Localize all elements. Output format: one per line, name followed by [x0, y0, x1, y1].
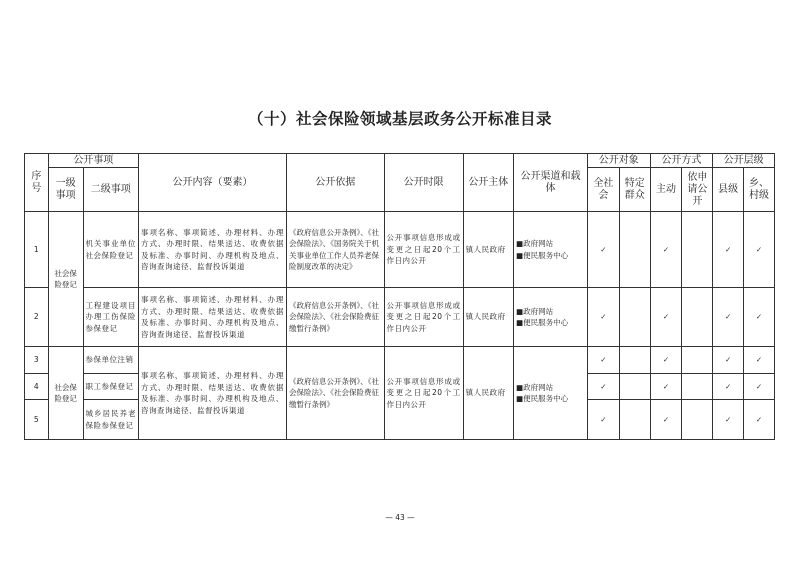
header-town: 乡、村级	[744, 168, 775, 212]
header-matter: 公开事项	[48, 154, 138, 168]
check-town: ✓	[744, 212, 775, 288]
check-specific	[619, 288, 650, 347]
header-channel: 公开渠道和载体	[513, 154, 587, 212]
row-seq: 4	[25, 374, 49, 400]
check-active: ✓	[650, 288, 682, 347]
check-all-society: ✓	[587, 288, 619, 347]
table-row	[25, 212, 775, 288]
content-cell: 事项名称、事项简述、办理材料、办理方式、办理时限、结果送达、收费依据及标准、办事时间、办理机构及地点、咨询查询途径、监督投诉渠道	[139, 288, 287, 347]
header-level2: 二级事项	[83, 168, 138, 212]
header-county: 县级	[713, 168, 744, 212]
channel-service-center: ■便民服务中心	[515, 250, 569, 260]
check-county: ✓	[713, 212, 744, 288]
header-subject: 公开主体	[463, 154, 513, 212]
header-time: 公开时限	[384, 154, 463, 212]
channel-cell	[513, 212, 587, 288]
check-active: ✓	[650, 374, 682, 400]
check-specific	[619, 400, 650, 440]
page-number: — 43 —	[385, 513, 415, 522]
header-basis: 公开依据	[286, 154, 384, 212]
row-seq: 5	[25, 400, 49, 440]
check-town: ✓	[744, 347, 775, 374]
header-layer: 公开层级	[713, 154, 775, 168]
check-all-society: ✓	[587, 400, 619, 440]
check-on-request	[682, 288, 713, 347]
level2-cell: 城乡居民养老保险参保登记	[83, 400, 138, 440]
check-active: ✓	[650, 212, 682, 288]
level2-cell: 机关事业单位社会保险登记	[83, 212, 138, 288]
table-row	[25, 347, 775, 374]
header-specific: 特定群众	[619, 168, 650, 212]
check-county: ✓	[713, 374, 744, 400]
level1-cell: 社会保险登记	[48, 347, 83, 440]
table-row	[25, 288, 775, 347]
document-title: （十）社会保险领域基层政务公开标准目录	[247, 109, 552, 128]
header-seq: 序号	[25, 154, 49, 212]
row-seq: 1	[25, 212, 49, 288]
channel-cell	[513, 347, 587, 440]
check-county: ✓	[713, 400, 744, 440]
check-all-society: ✓	[587, 347, 619, 374]
check-active: ✓	[650, 347, 682, 374]
row-seq: 3	[25, 347, 49, 374]
content-cell: 事项名称、事项简述、办理材料、办理方式、办理时限、结果送达、收费依据及标准、办事时间、办理机构及地点、咨询查询途径、监督投诉渠道	[139, 347, 287, 440]
time-cell: 公开事项信息形成或变更之日起20个工作日内公开	[384, 347, 463, 440]
check-specific	[619, 212, 650, 288]
check-county: ✓	[713, 288, 744, 347]
row-seq: 2	[25, 288, 49, 347]
check-specific	[619, 347, 650, 374]
check-town: ✓	[744, 374, 775, 400]
level1-cell: 社会保险登记	[48, 212, 83, 347]
subject-cell: 镇人民政府	[463, 288, 513, 347]
check-all-society: ✓	[587, 374, 619, 400]
check-specific	[619, 374, 650, 400]
content-cell: 事项名称、事项简述、办理材料、办理方式、办理时限、结果送达、收费依据及标准、办事时间、办理机构及地点、咨询查询途径、监督投诉渠道	[139, 212, 287, 288]
channel-service-center: ■便民服务中心	[515, 394, 569, 403]
time-cell: 公开事项信息形成或变更之日起20个工作日内公开	[384, 212, 463, 288]
header-level1: 一级事项	[48, 168, 83, 212]
check-on-request	[682, 400, 713, 440]
basis-cell: 《政府信息公开条例》、《社会保险法》、《国务院关于机关事业单位工作人员养老保险制度改革的决定》	[286, 212, 384, 288]
header-active: 主动	[650, 168, 682, 212]
time-cell: 公开事项信息形成或变更之日起20个工作日内公开	[384, 288, 463, 347]
basis-cell: 《政府信息公开条例》、《社会保险法》、《社会保险费征缴暂行条例》	[286, 347, 384, 440]
channel-website: ■政府网站	[515, 382, 554, 392]
header-method: 公开方式	[650, 154, 713, 168]
header-all-society: 全社会	[587, 168, 619, 212]
header-on-request: 依申请公开	[682, 168, 713, 212]
check-on-request	[682, 374, 713, 400]
check-on-request	[682, 347, 713, 374]
level2-cell: 职工参保登记	[83, 374, 138, 400]
disclosure-catalog-table	[24, 153, 775, 440]
check-active: ✓	[650, 400, 682, 440]
check-town: ✓	[744, 288, 775, 347]
level2-cell: 工程建设项目办理工伤保险参保登记	[83, 288, 138, 347]
level2-cell: 参保单位注销	[83, 347, 138, 374]
channel-service-center: ■便民服务中心	[515, 318, 569, 327]
check-all-society: ✓	[587, 212, 619, 288]
header-object: 公开对象	[587, 154, 650, 168]
check-on-request	[682, 212, 713, 288]
channel-website: ■政府网站	[515, 306, 554, 316]
header-content: 公开内容（要素）	[139, 154, 287, 212]
basis-cell: 《政府信息公开条例》、《社会保险法》、《社会保险费征缴暂行条例》	[286, 288, 384, 347]
check-town: ✓	[744, 400, 775, 440]
channel-cell	[513, 288, 587, 347]
subject-cell: 镇人民政府	[463, 212, 513, 288]
subject-cell: 镇人民政府	[463, 347, 513, 440]
channel-website: ■政府网站	[515, 239, 554, 248]
check-county: ✓	[713, 347, 744, 374]
